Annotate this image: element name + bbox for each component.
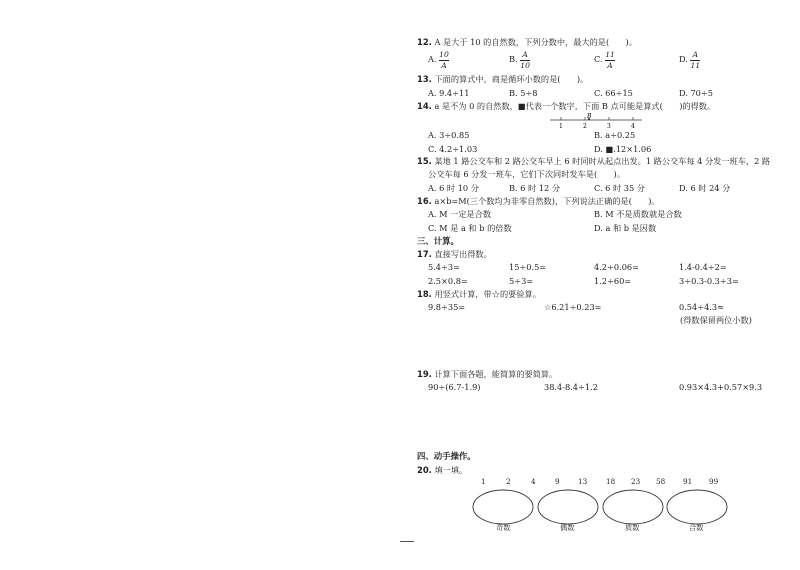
q15-option-a[interactable]: A. 6 时 10 分 [428,183,479,193]
q14-option-b[interactable]: B. a÷0.25 [594,130,636,140]
q16-option-c[interactable]: C. M 是 a 和 b 的倍数 [428,223,512,233]
prime-set-oval[interactable] [603,490,663,524]
q13-option-a[interactable]: A. 9.4÷11 [428,88,470,98]
number-card[interactable]: 4 [531,477,536,486]
q17-item: 2.5×0.8= [428,276,468,286]
q16-option-d[interactable]: D. a 和 b 是因数 [594,223,657,233]
q12-option-c[interactable]: C. $\frac{11}{A}$ [594,50,615,70]
point-b-label: B [587,113,592,120]
q12-option-d[interactable]: D. $\frac{A}{11}$ [679,50,701,70]
q14-stem: 14. a 是不为 0 的自然数，■代表一个数字，下面 B 点可能是算式( )的得数。 [417,101,716,111]
number-card[interactable]: 18 [606,477,616,486]
q17-item: 5÷3= [509,276,534,286]
number-card[interactable]: 58 [656,477,666,486]
q16-stem: 16. a×b=M(三个数均为非零自然数)，下列说法正确的是( )。 [417,196,660,206]
number-card[interactable]: 91 [683,477,693,486]
even-set-label: 偶数 [560,523,575,532]
tick-label: 3 [607,123,611,130]
fraction: $\frac{A}{10}$ [520,50,530,70]
number-line [548,113,644,131]
footer-rule [400,541,414,542]
q17-item: 4.2÷0.06= [594,262,639,272]
even-set-oval[interactable] [538,490,598,524]
q12-stem [417,38,637,46]
q15-stem-line2: 公交车每 6 分发一班车，它们下次同时发车是( )。 [428,169,625,179]
section-3-title: 三、计算。 [417,236,459,246]
number-card[interactable]: 99 [709,477,719,486]
q15-option-d[interactable]: D. 6 时 24 分 [679,183,731,193]
q17-item: 1.2÷60= [594,276,632,286]
q18-stem: 18. 用竖式计算，带☆的要验算。 [417,289,541,299]
q19-stem: 19. 计算下面各题，能简算的要简算。 [417,369,558,379]
q15-option-b[interactable]: B. 6 时 12 分 [509,183,561,193]
q14-option-c[interactable]: C. 4.2÷1.03 [428,144,478,154]
q15-option-c[interactable]: C. 6 时 35 分 [594,183,645,193]
set-ovals [470,488,740,528]
q15-stem-line1: 15. 某地 1 路公交车和 2 路公交车早上 6 时同时从起点出发。1 路公交车每 4 分发一班车，2 路 [417,156,771,166]
number-card[interactable]: 2 [506,477,511,486]
q17-stem: 17. 直接写出得数。 [417,249,492,259]
number-card[interactable]: 23 [631,477,641,486]
fraction: $\frac{11}{A}$ [605,50,615,70]
q18-item: 9.8÷35= [428,302,466,312]
q13-option-d[interactable]: D. 70÷5 [679,88,713,98]
q12-option-a[interactable]: A. $\frac{10}{A}$ [428,50,449,70]
number-card[interactable]: 1 [481,477,486,486]
q18-item: 0.54÷4.3≈ [679,302,724,312]
fraction: $\frac{10}{A}$ [439,50,449,70]
q13-stem: 13. 下面的算式中，商是循环小数的是( )。 [417,74,589,84]
q14-option-d[interactable]: D. ■.12×1.06 [594,144,652,154]
q17-item: 3÷0.3-0.3÷3= [679,276,739,286]
q16-option-b[interactable]: B. M 不是质数就是合数 [594,209,682,219]
tick-label: 2 [583,123,587,130]
number-card[interactable]: 9 [555,477,560,486]
q17-item: 1.4-0.4÷2= [679,262,727,272]
q12-number: 12. [417,37,432,47]
q18-item: ☆6.21÷0.23= [544,302,602,312]
tick-label: 1 [559,123,563,130]
q13-option-c[interactable]: C. 66÷15 [594,88,633,98]
q14-option-a[interactable]: A. 3÷0.85 [428,130,470,140]
prime-set-label: 质数 [625,523,640,532]
q19-item: 0.93×4.3+0.57×9.3 [679,382,763,392]
number-card[interactable]: 13 [578,477,588,486]
q19-item: 90÷(6.7-1.9) [428,382,481,392]
q17-item: 5.4÷3= [428,262,460,272]
section-4-title: 四、动手操作。 [417,451,476,461]
q20-stem: 20. 填一填。 [417,465,468,475]
q18-note: (得数保留两位小数) [680,315,752,325]
q13-option-b[interactable]: B. 5÷8 [509,88,538,98]
q17-item: 15÷0.5= [509,262,547,272]
odd-set-label: 奇数 [496,523,511,532]
q16-option-a[interactable]: A. M 一定是合数 [428,209,492,219]
odd-set-oval[interactable] [473,490,533,524]
fraction: $\frac{A}{11}$ [690,50,701,70]
composite-set-oval[interactable] [667,490,727,524]
composite-set-label: 合数 [689,523,704,532]
q12-stem-text: A 是大于 10 的自然数，下列分数中，最大的是( )。 [434,37,637,47]
q12-option-b[interactable]: B. $\frac{A}{10}$ [509,50,530,70]
tick-label: 4 [631,123,635,130]
q19-item: 38.4-8.4÷1.2 [544,382,598,392]
